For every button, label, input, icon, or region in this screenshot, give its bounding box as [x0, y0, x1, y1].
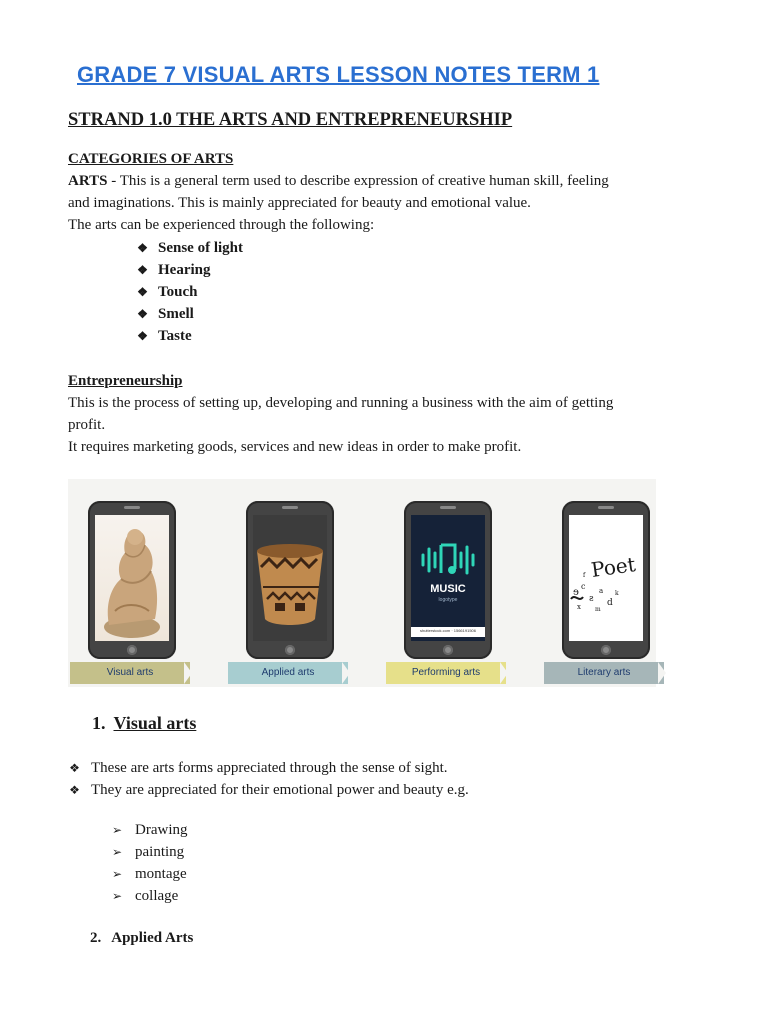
- literary-arts-label: Literary arts: [544, 662, 664, 684]
- list-item: ❖ Sense of light: [136, 237, 243, 259]
- list-item: ❖ Smell: [136, 303, 243, 325]
- phone-icon: [562, 501, 650, 659]
- list-item: ❖ These are arts forms appreciated through the sense of sight.: [68, 757, 469, 779]
- entrepreneurship-line-2: profit.: [68, 417, 106, 433]
- arrow-bullet-icon: ➢: [112, 823, 123, 837]
- scattered-letters-icon: [569, 515, 643, 641]
- svg-text:f: f: [583, 572, 586, 579]
- page-title: GRADE 7 VISUAL ARTS LESSON NOTES TERM 1: [77, 62, 600, 87]
- list-item: ➢ collage: [112, 885, 188, 907]
- arts-definition-text: - This is a general term used to describe expression of creative human skill, feeling: [107, 173, 609, 189]
- entrepreneurship-line-1: This is the process of setting up, developing and running a business with the aim of getting: [68, 395, 614, 411]
- strand-heading: STRAND 1.0 THE ARTS AND ENTREPRENEURSHIP: [68, 110, 513, 130]
- diamond-bullet-icon: ❖: [69, 783, 80, 797]
- diamond-bullet-icon: ❖: [137, 285, 148, 299]
- visual-arts-bullets: [68, 757, 469, 801]
- list-item: ❖ They are appreciated for their emotional power and beauty e.g.: [68, 779, 469, 801]
- diamond-bullet-icon: ❖: [137, 241, 148, 255]
- svg-text:m: m: [595, 606, 601, 613]
- applied-arts-card: [228, 479, 358, 687]
- art-categories-image: [68, 479, 656, 687]
- visual-arts-examples: [112, 819, 188, 907]
- svg-text:x: x: [577, 603, 581, 611]
- arrow-bullet-icon: ➢: [112, 889, 123, 903]
- section-title: Visual arts: [113, 713, 197, 733]
- entrepreneurship-line-3: It requires marketing goods, services and new ideas in order to make profit.: [68, 439, 522, 455]
- list-item: ➢ Drawing: [112, 819, 188, 841]
- list-item: ❖ Touch: [136, 281, 243, 303]
- diamond-bullet-icon: ❖: [137, 263, 148, 277]
- arts-definition-line-2: and imaginations. This is mainly appreciated for beauty and emotional value.: [68, 195, 531, 211]
- diamond-bullet-icon: ❖: [137, 307, 148, 321]
- list-item: ❖ Hearing: [136, 259, 243, 281]
- arts-definition-line-3: The arts can be experienced through the following:: [68, 217, 375, 233]
- poet-image: [569, 515, 643, 641]
- svg-text:c: c: [581, 582, 586, 591]
- entrepreneurship-heading: Entrepreneurship: [68, 373, 183, 389]
- watermark: shutterstock.com · 1566191506: [419, 628, 477, 633]
- section-number: 1.: [92, 713, 106, 733]
- basket-image: [253, 515, 327, 641]
- statue-image: [95, 515, 169, 641]
- arrow-bullet-icon: ➢: [112, 867, 123, 881]
- list-item: ➢ montage: [112, 863, 188, 885]
- phone-icon: [404, 501, 492, 659]
- svg-text:d: d: [607, 598, 613, 608]
- poet-word: Poet: [589, 552, 638, 582]
- applied-arts-label: Applied arts: [228, 662, 348, 684]
- svg-text:ɘ: ɘ: [573, 587, 579, 598]
- music-subtitle: logotype: [438, 597, 458, 603]
- diamond-bullet-icon: ❖: [137, 329, 148, 343]
- sound-wave-icon: [411, 515, 485, 641]
- arts-term: ARTS: [68, 173, 108, 189]
- svg-text:a: a: [599, 587, 604, 595]
- section-heading-applied-arts: [90, 930, 193, 947]
- list-item: ➢ painting: [112, 841, 188, 863]
- section-number: 2.: [90, 930, 102, 946]
- music-logo-image: [411, 515, 485, 641]
- svg-text:k: k: [615, 590, 619, 597]
- performing-arts-label: Performing arts: [386, 662, 506, 684]
- section-heading-visual-arts: [92, 713, 196, 734]
- senses-list: [136, 237, 243, 347]
- performing-arts-card: [386, 479, 516, 687]
- phone-icon: [88, 501, 176, 659]
- svg-text:ƨ: ƨ: [589, 594, 594, 604]
- diamond-bullet-icon: ❖: [69, 761, 80, 775]
- arts-definition-line-1: [68, 170, 609, 192]
- visual-arts-card: [70, 479, 200, 687]
- list-item: ❖ Taste: [136, 325, 243, 347]
- literary-arts-card: [544, 479, 674, 687]
- section-title: Applied Arts: [111, 930, 194, 946]
- visual-arts-label: Visual arts: [70, 662, 190, 684]
- arrow-bullet-icon: ➢: [112, 845, 123, 859]
- categories-heading: CATEGORIES OF ARTS: [68, 151, 234, 167]
- music-title: MUSIC: [430, 583, 466, 595]
- phone-icon: [246, 501, 334, 659]
